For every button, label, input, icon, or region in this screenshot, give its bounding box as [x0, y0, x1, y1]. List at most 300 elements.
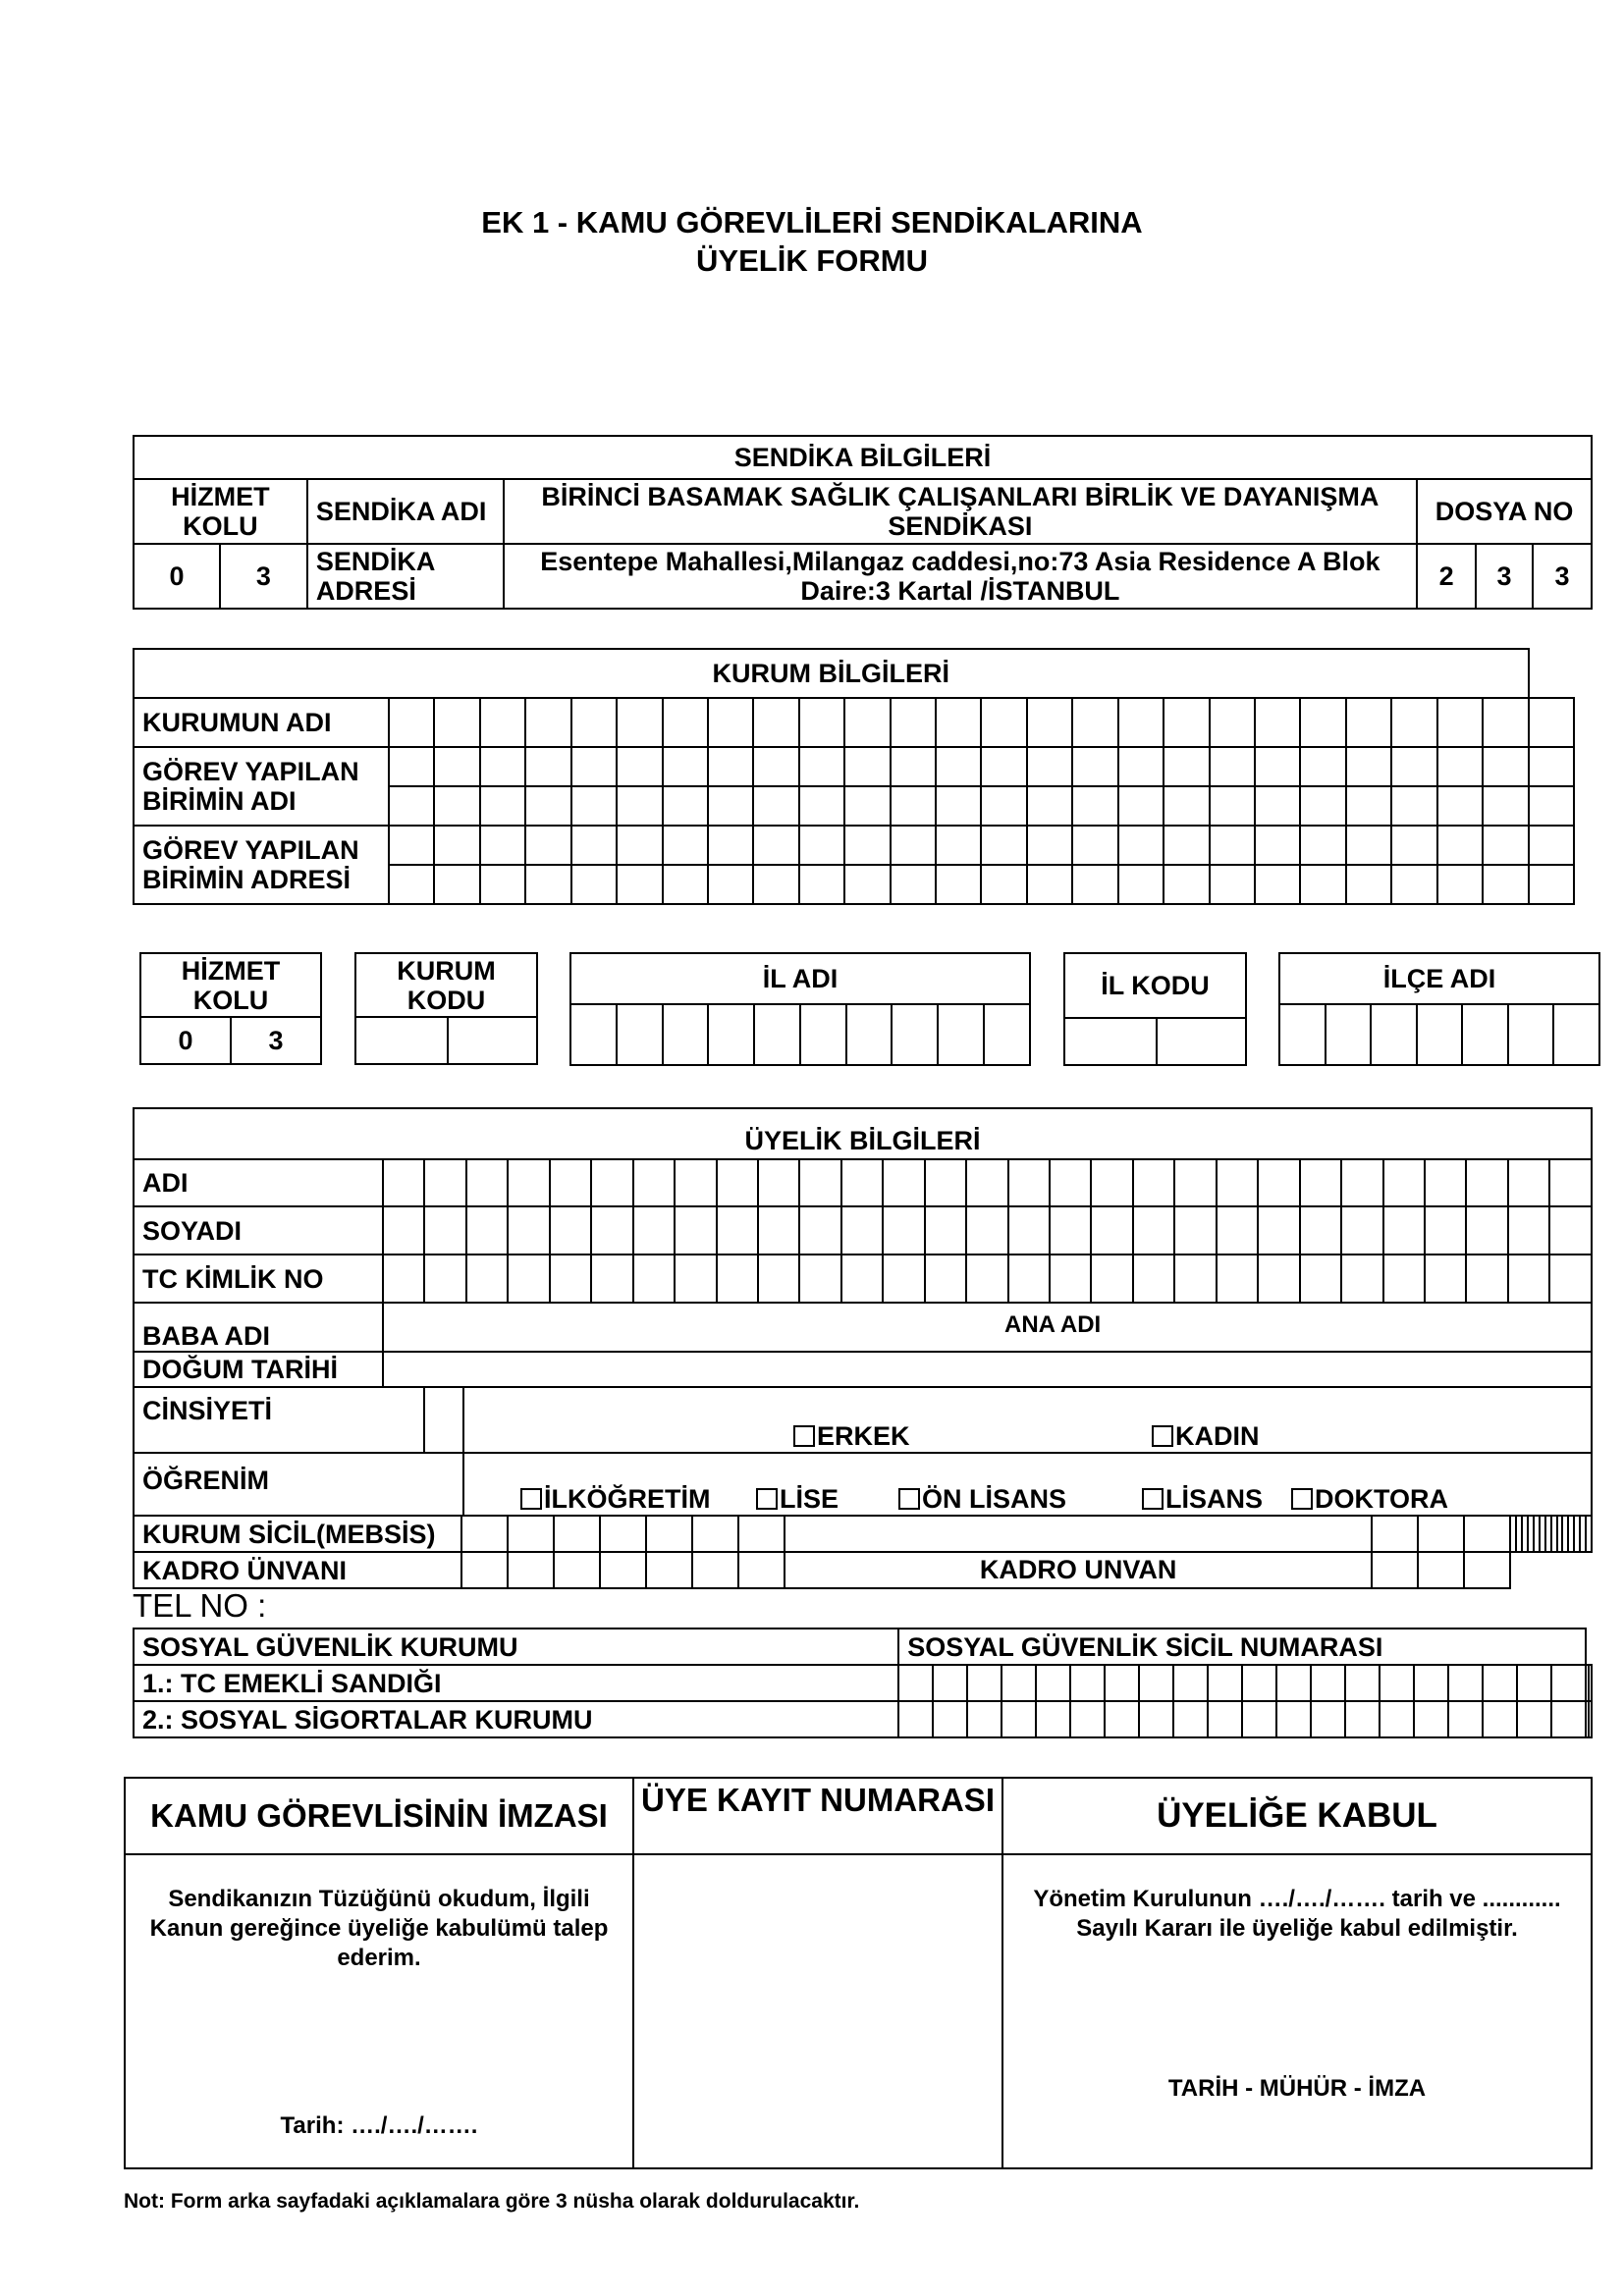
tc-box[interactable] — [1341, 1255, 1382, 1303]
ilce-adi-field[interactable] — [1462, 1004, 1508, 1065]
birim-adresi-box[interactable] — [663, 865, 708, 904]
sgk-ssk-box[interactable] — [1483, 1701, 1517, 1737]
birim-adi-box[interactable] — [844, 786, 890, 826]
birim-adi-box[interactable] — [1118, 747, 1164, 786]
adi-box[interactable] — [466, 1159, 508, 1206]
soyadi-box[interactable] — [633, 1206, 675, 1255]
adi-box[interactable] — [675, 1159, 716, 1206]
birim-adresi-box[interactable] — [525, 826, 570, 865]
kurumun-adi-box[interactable] — [844, 698, 890, 747]
kurumun-adi-box[interactable] — [480, 698, 525, 747]
kurumun-adi-box[interactable] — [1255, 698, 1300, 747]
soyadi-box[interactable] — [1008, 1206, 1050, 1255]
kurum-sicil-box[interactable] — [554, 1516, 600, 1552]
adi-box[interactable] — [1466, 1159, 1507, 1206]
tc-box[interactable] — [1050, 1255, 1091, 1303]
birim-adresi-box[interactable] — [617, 865, 662, 904]
birim-adi-box[interactable] — [1529, 747, 1574, 786]
kurum-sicil-box[interactable] — [1464, 1516, 1510, 1552]
il-adi-field[interactable] — [754, 1004, 800, 1065]
birim-adi-box[interactable] — [753, 786, 798, 826]
birim-adi-box[interactable] — [1483, 786, 1528, 826]
adi-box[interactable] — [1133, 1159, 1174, 1206]
birim-adresi-box[interactable] — [1346, 865, 1391, 904]
soyadi-box[interactable] — [758, 1206, 799, 1255]
birim-adi-box[interactable] — [936, 747, 981, 786]
birim-adi-box[interactable] — [617, 747, 662, 786]
birim-adi-box[interactable] — [1300, 786, 1345, 826]
birim-adi-box[interactable] — [525, 747, 570, 786]
birim-adresi-box[interactable] — [708, 865, 753, 904]
birim-adresi-box[interactable] — [981, 826, 1026, 865]
birim-adi-box[interactable] — [571, 786, 617, 826]
sgk-ssk-box[interactable] — [1311, 1701, 1345, 1737]
birim-adresi-box[interactable] — [981, 865, 1026, 904]
tc-box[interactable] — [1174, 1255, 1216, 1303]
dogum-tarihi-field[interactable] — [383, 1352, 1592, 1387]
sgk-emekli-box[interactable] — [1242, 1665, 1276, 1701]
sgk-ssk-box[interactable] — [1036, 1701, 1070, 1737]
adi-box[interactable] — [966, 1159, 1007, 1206]
soyadi-box[interactable] — [1341, 1206, 1382, 1255]
birim-adi-box[interactable] — [663, 747, 708, 786]
sgk-ssk-box[interactable] — [1380, 1701, 1414, 1737]
birim-adresi-box[interactable] — [1300, 865, 1345, 904]
tc-box[interactable] — [758, 1255, 799, 1303]
checkbox-icon[interactable] — [1142, 1488, 1164, 1510]
adi-box[interactable] — [925, 1159, 966, 1206]
birim-adresi-box[interactable] — [1483, 826, 1528, 865]
soyadi-box[interactable] — [550, 1206, 591, 1255]
birim-adi-box[interactable] — [1027, 747, 1072, 786]
tc-box[interactable] — [424, 1255, 465, 1303]
kurum-kodu-field[interactable] — [355, 1017, 448, 1064]
birim-adresi-box[interactable] — [936, 826, 981, 865]
tc-box[interactable] — [925, 1255, 966, 1303]
birim-adi-box[interactable] — [1437, 786, 1483, 826]
soyadi-box[interactable] — [466, 1206, 508, 1255]
sgk-emekli-box[interactable] — [1311, 1665, 1345, 1701]
imza-cell[interactable] — [125, 1854, 633, 2168]
adi-box[interactable] — [883, 1159, 924, 1206]
birim-adi-box[interactable] — [1072, 786, 1117, 826]
birim-adresi-box[interactable] — [1118, 826, 1164, 865]
adi-box[interactable] — [717, 1159, 758, 1206]
tc-box[interactable] — [1133, 1255, 1174, 1303]
soyadi-box[interactable] — [424, 1206, 465, 1255]
adi-box[interactable] — [1549, 1159, 1592, 1206]
birim-adi-box[interactable] — [799, 786, 844, 826]
soyadi-box[interactable] — [383, 1206, 424, 1255]
kurumun-adi-box[interactable] — [708, 698, 753, 747]
birim-adi-box[interactable] — [480, 786, 525, 826]
kurum-sicil-box[interactable] — [692, 1516, 738, 1552]
birim-adresi-box[interactable] — [1346, 826, 1391, 865]
sgk-emekli-box[interactable] — [1380, 1665, 1414, 1701]
sgk-ssk-box[interactable] — [1589, 1701, 1592, 1737]
kurumun-adi-box[interactable] — [617, 698, 662, 747]
birim-adi-box[interactable] — [1072, 747, 1117, 786]
tc-box[interactable] — [1549, 1255, 1592, 1303]
birim-adi-box[interactable] — [1164, 786, 1209, 826]
kadro-box[interactable] — [692, 1552, 738, 1588]
kurumun-adi-box[interactable] — [1210, 698, 1255, 747]
birim-adresi-box[interactable] — [753, 865, 798, 904]
birim-adresi-box[interactable] — [571, 865, 617, 904]
doktora-option[interactable] — [1291, 1484, 1448, 1515]
adi-box[interactable] — [1425, 1159, 1466, 1206]
soyadi-box[interactable] — [508, 1206, 549, 1255]
birim-adresi-box[interactable] — [1118, 865, 1164, 904]
birim-adi-box[interactable] — [1027, 786, 1072, 826]
birim-adresi-box[interactable] — [844, 826, 890, 865]
birim-adi-box[interactable] — [1210, 747, 1255, 786]
tc-box[interactable] — [1425, 1255, 1466, 1303]
soyadi-box[interactable] — [1050, 1206, 1091, 1255]
birim-adresi-box[interactable] — [1210, 865, 1255, 904]
sgk-ssk-box[interactable] — [1448, 1701, 1483, 1737]
il-kodu-field[interactable] — [1064, 1018, 1157, 1065]
tc-box[interactable] — [633, 1255, 675, 1303]
adi-box[interactable] — [1383, 1159, 1425, 1206]
soyadi-box[interactable] — [966, 1206, 1007, 1255]
birim-adresi-box[interactable] — [891, 826, 936, 865]
birim-adresi-box[interactable] — [753, 826, 798, 865]
birim-adi-box[interactable] — [480, 747, 525, 786]
soyadi-box[interactable] — [841, 1206, 883, 1255]
sgk-ssk-box[interactable] — [1001, 1701, 1036, 1737]
birim-adi-box[interactable] — [571, 747, 617, 786]
il-adi-field[interactable] — [663, 1004, 709, 1065]
ilce-adi-field[interactable] — [1326, 1004, 1372, 1065]
soyadi-box[interactable] — [883, 1206, 924, 1255]
kurumun-adi-box[interactable] — [1346, 698, 1391, 747]
kayit-cell[interactable] — [633, 1854, 1002, 2168]
sgk-emekli-box[interactable] — [1517, 1665, 1551, 1701]
kurum-sicil-box[interactable] — [600, 1516, 646, 1552]
lisans-option[interactable] — [1142, 1484, 1263, 1515]
sgk-emekli-box[interactable] — [1105, 1665, 1139, 1701]
tc-box[interactable] — [383, 1255, 424, 1303]
kurum-sicil-box[interactable] — [508, 1516, 554, 1552]
kadro-box[interactable] — [646, 1552, 692, 1588]
kadro-box[interactable] — [600, 1552, 646, 1588]
kurumun-adi-box[interactable] — [753, 698, 798, 747]
kurumun-adi-box[interactable] — [891, 698, 936, 747]
sgk-ssk-box[interactable] — [1070, 1701, 1105, 1737]
adi-box[interactable] — [1258, 1159, 1299, 1206]
adi-box[interactable] — [591, 1159, 632, 1206]
birim-adresi-box[interactable] — [799, 826, 844, 865]
birim-adi-box[interactable] — [434, 786, 479, 826]
adi-box[interactable] — [508, 1159, 549, 1206]
soyadi-box[interactable] — [1425, 1206, 1466, 1255]
sgk-ssk-box[interactable] — [1345, 1701, 1380, 1737]
soyadi-box[interactable] — [1466, 1206, 1507, 1255]
birim-adi-box[interactable] — [1346, 786, 1391, 826]
kurum-sicil-box[interactable] — [461, 1516, 508, 1552]
sgk-ssk-box[interactable] — [1242, 1701, 1276, 1737]
kurumun-adi-box[interactable] — [936, 698, 981, 747]
birim-adresi-box[interactable] — [1255, 865, 1300, 904]
checkbox-icon[interactable] — [793, 1425, 815, 1447]
soyadi-box[interactable] — [1174, 1206, 1216, 1255]
adi-box[interactable] — [1008, 1159, 1050, 1206]
tc-box[interactable] — [675, 1255, 716, 1303]
birim-adresi-box[interactable] — [389, 865, 434, 904]
adi-box[interactable] — [799, 1159, 840, 1206]
erkek-option[interactable] — [793, 1421, 910, 1452]
checkbox-icon[interactable] — [520, 1488, 542, 1510]
soyadi-box[interactable] — [717, 1206, 758, 1255]
kurumun-adi-box[interactable] — [663, 698, 708, 747]
il-adi-field[interactable] — [938, 1004, 984, 1065]
birim-adresi-box[interactable] — [1072, 865, 1117, 904]
kurum-sicil-box[interactable] — [1418, 1516, 1464, 1552]
birim-adresi-box[interactable] — [1529, 826, 1574, 865]
tc-box[interactable] — [1466, 1255, 1507, 1303]
il-kodu-field[interactable] — [1157, 1018, 1246, 1065]
kurumun-adi-box[interactable] — [1300, 698, 1345, 747]
birim-adi-box[interactable] — [1437, 747, 1483, 786]
sgk-ssk-box[interactable] — [1517, 1701, 1551, 1737]
birim-adresi-box[interactable] — [936, 865, 981, 904]
tc-box[interactable] — [841, 1255, 883, 1303]
birim-adresi-box[interactable] — [1210, 826, 1255, 865]
birim-adresi-box[interactable] — [708, 826, 753, 865]
birim-adi-box[interactable] — [1346, 747, 1391, 786]
birim-adresi-box[interactable] — [1072, 826, 1117, 865]
soyadi-box[interactable] — [675, 1206, 716, 1255]
birim-adi-box[interactable] — [708, 747, 753, 786]
birim-adi-box[interactable] — [1118, 786, 1164, 826]
birim-adi-box[interactable] — [981, 786, 1026, 826]
kurum-sicil-box[interactable] — [1586, 1516, 1592, 1552]
kadro-box[interactable] — [1418, 1552, 1464, 1588]
soyadi-box[interactable] — [1383, 1206, 1425, 1255]
kurum-sicil-box[interactable] — [646, 1516, 692, 1552]
birim-adresi-box[interactable] — [1437, 826, 1483, 865]
tc-box[interactable] — [966, 1255, 1007, 1303]
birim-adi-box[interactable] — [1529, 786, 1574, 826]
kurumun-adi-box[interactable] — [434, 698, 479, 747]
adi-box[interactable] — [1341, 1159, 1382, 1206]
adi-box[interactable] — [633, 1159, 675, 1206]
soyadi-box[interactable] — [1549, 1206, 1592, 1255]
birim-adi-box[interactable] — [1483, 747, 1528, 786]
birim-adresi-box[interactable] — [389, 826, 434, 865]
sgk-emekli-box[interactable] — [933, 1665, 967, 1701]
kadro-box[interactable] — [461, 1552, 508, 1588]
sgk-emekli-box[interactable] — [1001, 1665, 1036, 1701]
checkbox-icon[interactable] — [1152, 1425, 1173, 1447]
birim-adresi-box[interactable] — [480, 865, 525, 904]
birim-adi-box[interactable] — [389, 786, 434, 826]
adi-box[interactable] — [1050, 1159, 1091, 1206]
on-lisans-option[interactable] — [898, 1484, 1066, 1515]
birim-adi-box[interactable] — [1164, 747, 1209, 786]
birim-adresi-box[interactable] — [1300, 826, 1345, 865]
tc-box[interactable] — [591, 1255, 632, 1303]
kadin-option[interactable] — [1152, 1421, 1260, 1452]
il-adi-field[interactable] — [846, 1004, 893, 1065]
soyadi-box[interactable] — [591, 1206, 632, 1255]
sgk-emekli-box[interactable] — [1070, 1665, 1105, 1701]
birim-adi-box[interactable] — [1391, 747, 1436, 786]
il-adi-field[interactable] — [800, 1004, 846, 1065]
sgk-ssk-box[interactable] — [1414, 1701, 1448, 1737]
birim-adi-box[interactable] — [617, 786, 662, 826]
birim-adresi-box[interactable] — [434, 865, 479, 904]
adi-box[interactable] — [1091, 1159, 1132, 1206]
ilce-adi-field[interactable] — [1508, 1004, 1554, 1065]
checkbox-icon[interactable] — [898, 1488, 920, 1510]
birim-adresi-box[interactable] — [1483, 865, 1528, 904]
sgk-ssk-box[interactable] — [967, 1701, 1001, 1737]
birim-adi-box[interactable] — [1391, 786, 1436, 826]
tc-box[interactable] — [1217, 1255, 1258, 1303]
sgk-ssk-box[interactable] — [1551, 1701, 1586, 1737]
birim-adresi-box[interactable] — [617, 826, 662, 865]
cinsiyet-box[interactable] — [424, 1387, 463, 1453]
soyadi-box[interactable] — [799, 1206, 840, 1255]
tc-box[interactable] — [508, 1255, 549, 1303]
tc-box[interactable] — [550, 1255, 591, 1303]
kurumun-adi-box[interactable] — [1483, 698, 1528, 747]
kadro-box[interactable] — [738, 1552, 785, 1588]
birim-adresi-box[interactable] — [480, 826, 525, 865]
tc-box[interactable] — [1091, 1255, 1132, 1303]
sgk-ssk-box[interactable] — [898, 1701, 933, 1737]
il-adi-field[interactable] — [892, 1004, 938, 1065]
birim-adresi-box[interactable] — [844, 865, 890, 904]
kurumun-adi-box[interactable] — [1027, 698, 1072, 747]
soyadi-box[interactable] — [1508, 1206, 1549, 1255]
il-adi-field[interactable] — [570, 1004, 617, 1065]
kurumun-adi-box[interactable] — [981, 698, 1026, 747]
birim-adresi-box[interactable] — [1391, 826, 1436, 865]
sgk-emekli-box[interactable] — [1173, 1665, 1208, 1701]
birim-adi-box[interactable] — [936, 786, 981, 826]
kadro-box[interactable] — [1372, 1552, 1418, 1588]
adi-box[interactable] — [1217, 1159, 1258, 1206]
birim-adresi-box[interactable] — [1164, 865, 1209, 904]
tc-box[interactable] — [1008, 1255, 1050, 1303]
soyadi-box[interactable] — [1217, 1206, 1258, 1255]
birim-adresi-box[interactable] — [663, 826, 708, 865]
sgk-emekli-box[interactable] — [1589, 1665, 1592, 1701]
adi-box[interactable] — [383, 1159, 424, 1206]
adi-box[interactable] — [1300, 1159, 1341, 1206]
sgk-ssk-box[interactable] — [1139, 1701, 1173, 1737]
birim-adresi-box[interactable] — [525, 865, 570, 904]
kurum-sicil-box[interactable] — [738, 1516, 785, 1552]
sgk-emekli-box[interactable] — [1139, 1665, 1173, 1701]
kurum-kodu-field[interactable] — [448, 1017, 537, 1064]
soyadi-box[interactable] — [1258, 1206, 1299, 1255]
sgk-emekli-box[interactable] — [1208, 1665, 1242, 1701]
sgk-emekli-box[interactable] — [1483, 1665, 1517, 1701]
kurumun-adi-box[interactable] — [1164, 698, 1209, 747]
adi-box[interactable] — [1174, 1159, 1216, 1206]
birim-adi-box[interactable] — [753, 747, 798, 786]
adi-box[interactable] — [550, 1159, 591, 1206]
birim-adi-box[interactable] — [844, 747, 890, 786]
adi-box[interactable] — [758, 1159, 799, 1206]
kurumun-adi-box[interactable] — [1529, 698, 1574, 747]
birim-adresi-box[interactable] — [1437, 865, 1483, 904]
sgk-ssk-box[interactable] — [933, 1701, 967, 1737]
birim-adi-box[interactable] — [708, 786, 753, 826]
birim-adi-box[interactable] — [1255, 786, 1300, 826]
tc-box[interactable] — [883, 1255, 924, 1303]
birim-adi-box[interactable] — [799, 747, 844, 786]
sgk-emekli-box[interactable] — [1036, 1665, 1070, 1701]
lise-option[interactable] — [756, 1484, 839, 1515]
sgk-ssk-box[interactable] — [1276, 1701, 1311, 1737]
kurum-sicil-box[interactable] — [1372, 1516, 1418, 1552]
birim-adresi-box[interactable] — [434, 826, 479, 865]
tc-box[interactable] — [1508, 1255, 1549, 1303]
sgk-emekli-box[interactable] — [1414, 1665, 1448, 1701]
soyadi-box[interactable] — [1133, 1206, 1174, 1255]
kadro-box[interactable] — [554, 1552, 600, 1588]
ilce-adi-field[interactable] — [1371, 1004, 1417, 1065]
sgk-emekli-box[interactable] — [1448, 1665, 1483, 1701]
kurumun-adi-box[interactable] — [1072, 698, 1117, 747]
tc-box[interactable] — [1300, 1255, 1341, 1303]
kurumun-adi-box[interactable] — [1437, 698, 1483, 747]
birim-adresi-box[interactable] — [1027, 865, 1072, 904]
checkbox-icon[interactable] — [756, 1488, 778, 1510]
birim-adi-box[interactable] — [663, 786, 708, 826]
birim-adi-box[interactable] — [1300, 747, 1345, 786]
tc-box[interactable] — [1258, 1255, 1299, 1303]
tc-box[interactable] — [799, 1255, 840, 1303]
birim-adi-box[interactable] — [1210, 786, 1255, 826]
kadro-box[interactable] — [508, 1552, 554, 1588]
kurumun-adi-box[interactable] — [1391, 698, 1436, 747]
birim-adresi-box[interactable] — [799, 865, 844, 904]
ilce-adi-field[interactable] — [1417, 1004, 1463, 1065]
kurumun-adi-box[interactable] — [799, 698, 844, 747]
soyadi-box[interactable] — [1091, 1206, 1132, 1255]
sgk-ssk-box[interactable] — [1208, 1701, 1242, 1737]
birim-adi-box[interactable] — [434, 747, 479, 786]
birim-adi-box[interactable] — [981, 747, 1026, 786]
ilce-adi-field[interactable] — [1553, 1004, 1599, 1065]
birim-adresi-box[interactable] — [891, 865, 936, 904]
adi-box[interactable] — [1508, 1159, 1549, 1206]
il-adi-field[interactable] — [617, 1004, 663, 1065]
sgk-ssk-box[interactable] — [1173, 1701, 1208, 1737]
sgk-ssk-box[interactable] — [1105, 1701, 1139, 1737]
soyadi-box[interactable] — [1300, 1206, 1341, 1255]
kadro-box[interactable] — [1464, 1552, 1510, 1588]
birim-adresi-box[interactable] — [1391, 865, 1436, 904]
il-adi-field[interactable] — [984, 1004, 1030, 1065]
kurumun-adi-box[interactable] — [389, 698, 434, 747]
birim-adresi-box[interactable] — [571, 826, 617, 865]
tc-box[interactable] — [1383, 1255, 1425, 1303]
birim-adi-box[interactable] — [891, 747, 936, 786]
kurum-sicil-box[interactable] — [785, 1516, 1372, 1552]
birim-adresi-box[interactable] — [1027, 826, 1072, 865]
soyadi-box[interactable] — [925, 1206, 966, 1255]
checkbox-icon[interactable] — [1291, 1488, 1313, 1510]
birim-adresi-box[interactable] — [1529, 865, 1574, 904]
adi-box[interactable] — [841, 1159, 883, 1206]
